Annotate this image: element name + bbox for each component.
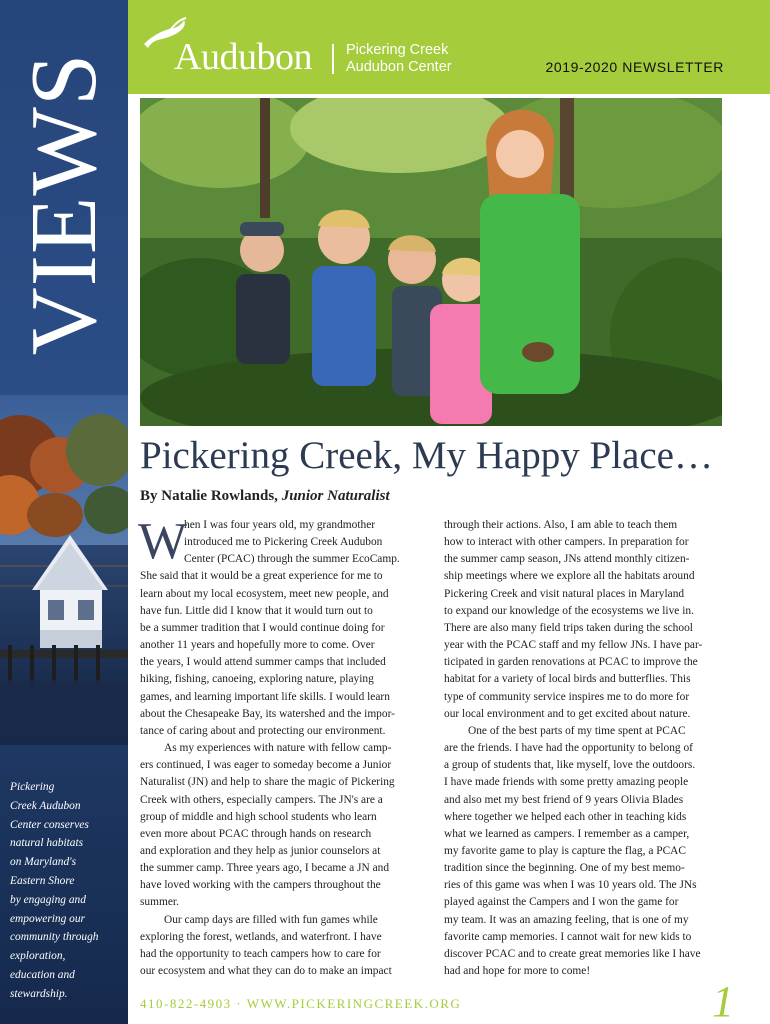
text-line: One of the best parts of my time spent at PCAC [468, 724, 686, 737]
text-line: Creek with others, especially campers. The JN's are a [140, 793, 383, 806]
text-line: the summer camp. Three years ago, I became a JN and [140, 862, 390, 875]
text-line: Our camp days are filled with fun games while [164, 913, 378, 926]
article-column-1 [138, 513, 415, 980]
sidebar [0, 0, 128, 1024]
text-line: have fun. Little did I know that it would turn out to [140, 604, 373, 617]
text-line: tance of caring about and protecting our environment. [140, 724, 386, 737]
text-line: tradition since the beginning. One of my best memo- [444, 862, 685, 875]
page-number: 1 [712, 977, 734, 1024]
text-line: group of middle and high school students who learn [140, 810, 377, 823]
text-line: ticipated in garden renovations at PCAC to improve the [444, 656, 698, 669]
text-line: introduced me to Pickering Creek Audubon [184, 536, 383, 549]
header-bar [128, 0, 770, 94]
text-line: our local environment and to get excited about nature. [444, 707, 691, 720]
text-line: Naturalist (JN) and help to share the magic of Pickering [140, 776, 395, 789]
text-line: had and hope for more to come! [444, 965, 591, 978]
text-line: type of community service inspires me to do more for [444, 690, 690, 703]
text-line: habitat for a variety of local birds and butterflies. This [444, 673, 691, 686]
text-line: discover PCAC and to create great memories like I have [444, 947, 701, 960]
text-line: our ecosystem and what they can do to make an impact [140, 965, 392, 978]
text-line: Pickering Creek and visit natural places in Maryland [444, 587, 685, 600]
text-line: how to interact with other campers. In preparation for [444, 536, 689, 549]
text-line: games, and learning important life skills. I would learn [140, 690, 390, 703]
text-line: There are also many field trips taken during the school [444, 621, 693, 634]
newsletter-label: 2019-2020 NEWSLETTER [545, 59, 724, 75]
text-line: about the Chesapeake Bay, its watershed and the impor- [140, 707, 395, 720]
text-line: my favorite game to play is capture the flag, a PCAC [444, 844, 686, 857]
text-line: Center (PCAC) through the summer EcoCamp. [184, 553, 400, 566]
text-line: have loved working with the campers throughout the [140, 879, 381, 892]
text-line: ship meetings where we explore all the habitats around [444, 570, 695, 583]
text-line: the years, I would attend summer camps that included [140, 656, 386, 669]
views-title: VIEWS [12, 52, 116, 356]
text-line: are the friends. I have had the opportunity to belong of [444, 742, 693, 755]
text-line: and exploration and they help as junior counselors at [140, 844, 381, 857]
text-line: I have made friends with some pretty amazing people [444, 776, 689, 789]
text-line: where together we helped each other in teaching kids [444, 810, 687, 823]
text-line: and also met my best friend of 9 years Olivia Blades [444, 793, 684, 806]
text-line: another 11 years and hopefully more to come. Over [140, 639, 375, 652]
text-line: a group of students that, like myself, love the outdoors. [444, 759, 696, 772]
text-line: As my experiences with nature with fellow camp- [164, 742, 392, 755]
audubon-logo: Audubon [174, 36, 312, 78]
junior-naturalist-photo [140, 98, 722, 426]
text-line: She said that it would be a great experience for me to [140, 570, 383, 583]
text-line: to expand our knowledge of the ecosystems we live in. [444, 604, 694, 617]
boathouse-photo [0, 395, 128, 745]
sidebar-tagline: Pickering Creek Audubon Center conserves natural habitats on Maryland's Eastern Shore by engaging and empowering our community through exploration, education and stewardship. [10, 781, 99, 1000]
text-line: be a summer tradition that I would continue doing for [140, 621, 385, 634]
text-line: exploring the forest, wetlands, and waterfront. I have [140, 930, 382, 943]
text-line: played against the Campers and I won the game for [444, 896, 679, 909]
article-byline: By Natalie Rowlands, Junior Naturalist [140, 488, 390, 504]
text-line: ries of this game was when I was 10 years old. The JNs [444, 879, 697, 892]
text-line: hiking, fishing, canoeing, exploring nature, playing [140, 673, 374, 686]
text-line: ers continued, I was eager to someday become a Junior [140, 759, 392, 772]
footer-contact: 410-822-4903 · WWW.PICKERINGCREEK.ORG [140, 996, 462, 1011]
text-line: summer. [140, 896, 179, 909]
text-line: had the opportunity to teach campers how to care for [140, 947, 381, 960]
text-line: the summer camp season, JNs attend monthly citizen- [444, 553, 690, 566]
article-column-2 [444, 517, 724, 980]
text-line: favorite camp memories. I cannot wait for new kids to [444, 930, 692, 943]
text-line: what we learned as campers. I remember as a camper, [444, 827, 690, 840]
text-line: learn about my local ecosystem, meet new people, and [140, 587, 389, 600]
article-headline: Pickering Creek, My Happy Place… [140, 434, 713, 477]
text-line: through their actions. Also, I am able to teach them [444, 519, 678, 531]
drop-cap: W [138, 513, 188, 570]
text-line: hen I was four years old, my grandmother [184, 519, 376, 531]
text-line: my team. It was an amazing feeling, that is one of my [444, 913, 689, 926]
center-name: Pickering Creek Audubon Center [346, 42, 452, 75]
text-line: year with the PCAC staff and my fellow JNs. I have par- [444, 639, 703, 652]
logo-divider [332, 44, 334, 74]
text-line: even more about PCAC through hands on research [140, 827, 372, 840]
